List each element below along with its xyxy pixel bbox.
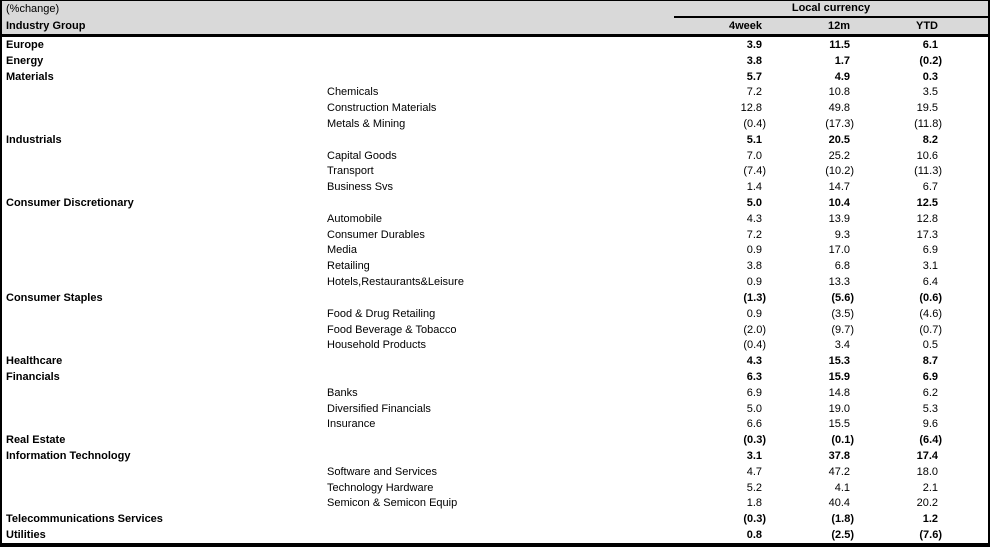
- value-cell-4week: 5.7: [746, 70, 762, 83]
- value-cell-ytd: 8.2: [922, 133, 938, 146]
- table-row: [2, 53, 988, 69]
- table-row: [2, 527, 988, 543]
- value-cell-12m: 4.1: [834, 481, 850, 494]
- value-cell-ytd: 8.7: [922, 355, 938, 368]
- value-cell-12m: 37.8: [828, 450, 850, 463]
- value-cell-ytd: 18.0: [916, 465, 938, 478]
- value-cell-12m: 17.0: [828, 244, 850, 257]
- table-row: [2, 132, 988, 148]
- value-cell-ytd: (0.6): [919, 291, 942, 304]
- value-cell-4week: 5.0: [746, 402, 762, 415]
- value-cell-ytd: 6.9: [922, 370, 938, 383]
- value-cell-4week: 3.1: [746, 450, 762, 463]
- value-cell-4week: 6.6: [746, 418, 762, 431]
- value-cell-12m: 4.9: [834, 70, 850, 83]
- value-cell-4week: 0.9: [746, 307, 762, 320]
- value-cell-ytd: (6.4): [919, 434, 942, 447]
- table-row: [2, 69, 988, 85]
- value-cell-ytd: (11.3): [914, 165, 942, 178]
- value-cell-ytd: 10.6: [916, 149, 938, 162]
- table-row: [2, 448, 988, 464]
- table-row: [2, 337, 988, 353]
- value-cell-4week: (0.3): [743, 434, 766, 447]
- value-cell-4week: 3.8: [746, 54, 762, 67]
- row-label: Insurance: [327, 418, 376, 431]
- table-row: [2, 480, 988, 496]
- table-row: [2, 148, 988, 164]
- value-cell-12m: 11.5: [829, 38, 850, 51]
- row-label: Information Technology: [6, 450, 131, 463]
- table-row: [2, 116, 988, 132]
- value-cell-12m: 9.3: [834, 228, 850, 241]
- value-cell-4week: 0.9: [746, 244, 762, 257]
- value-cell-12m: (9.7): [831, 323, 854, 336]
- value-cell-4week: 5.2: [746, 481, 762, 494]
- row-label: Consumer Staples: [6, 291, 103, 304]
- value-cell-4week: 3.9: [746, 38, 762, 51]
- table-row: [2, 227, 988, 243]
- row-label: Food Beverage & Tobacco: [327, 323, 457, 336]
- value-cell-ytd: 6.2: [922, 386, 938, 399]
- value-cell-4week: (1.3): [743, 291, 766, 304]
- column-header-ytd: YTD: [916, 19, 938, 32]
- value-cell-4week: 4.3: [746, 212, 762, 225]
- value-cell-ytd: 17.4: [916, 450, 938, 463]
- row-label: Business Svs: [327, 181, 394, 194]
- table-row: [2, 417, 988, 433]
- table-row: [2, 353, 988, 369]
- row-label: Telecommunications Services: [6, 513, 163, 526]
- row-label: Chemicals: [327, 86, 379, 99]
- value-cell-4week: 6.3: [746, 370, 762, 383]
- value-cell-ytd: 1.2: [922, 513, 938, 526]
- table-row: [2, 274, 988, 290]
- row-label: Energy: [6, 54, 44, 67]
- row-label: Utilities: [6, 529, 46, 542]
- value-cell-12m: 40.4: [828, 497, 850, 510]
- value-cell-ytd: 6.1: [922, 38, 938, 51]
- value-cell-ytd: (4.6): [919, 307, 942, 320]
- row-label: Semicon & Semicon Equip: [327, 497, 458, 510]
- value-cell-4week: 5.1: [746, 133, 762, 146]
- table-row: [2, 464, 988, 480]
- row-label: Metals & Mining: [327, 117, 406, 130]
- value-cell-ytd: 5.3: [922, 402, 938, 415]
- table-row: [2, 84, 988, 100]
- table-row: [2, 432, 988, 448]
- value-cell-12m: 1.7: [834, 54, 850, 67]
- value-cell-4week: 7.2: [746, 86, 762, 99]
- row-label: Food & Drug Retailing: [327, 307, 436, 320]
- value-cell-12m: 47.2: [828, 465, 850, 478]
- value-cell-4week: 3.8: [746, 260, 762, 273]
- value-cell-12m: 15.5: [828, 418, 850, 431]
- header-row-columns: [2, 18, 988, 35]
- row-label: Industrials: [6, 133, 62, 146]
- value-cell-12m: 13.3: [828, 276, 850, 289]
- value-cell-4week: 7.0: [746, 149, 762, 162]
- row-label: Materials: [6, 70, 54, 83]
- value-cell-ytd: (0.7): [919, 323, 942, 336]
- value-cell-4week: 7.2: [746, 228, 762, 241]
- row-label: Europe: [6, 38, 44, 51]
- value-cell-ytd: 20.2: [916, 497, 938, 510]
- value-cell-4week: 0.8: [746, 529, 762, 542]
- row-label: Media: [327, 244, 357, 257]
- table-body: [2, 37, 988, 543]
- value-cell-ytd: 19.5: [916, 102, 938, 115]
- value-cell-12m: 14.8: [828, 386, 850, 399]
- value-cell-12m: (2.5): [831, 529, 854, 542]
- currency-group-header: Local currency: [674, 1, 988, 18]
- row-label: Transport: [327, 165, 374, 178]
- row-label: Hotels,Restaurants&Leisure: [327, 276, 464, 289]
- row-label: Retailing: [327, 260, 370, 273]
- value-cell-12m: 20.5: [828, 133, 850, 146]
- value-cell-12m: 13.9: [828, 212, 850, 225]
- value-cell-4week: 4.3: [746, 355, 762, 368]
- value-cell-4week: 5.0: [746, 197, 762, 210]
- value-cell-ytd: 17.3: [916, 228, 938, 241]
- value-cell-4week: (7.4): [743, 165, 766, 178]
- value-cell-4week: (0.4): [743, 339, 766, 352]
- row-label: Banks: [327, 386, 358, 399]
- header-row-top: [2, 1, 988, 18]
- table-row: [2, 369, 988, 385]
- table-row: [2, 164, 988, 180]
- value-cell-12m: (1.8): [831, 513, 854, 526]
- value-cell-12m: 49.8: [828, 102, 850, 115]
- table-row: [2, 258, 988, 274]
- row-label: Construction Materials: [327, 102, 437, 115]
- value-cell-12m: (5.6): [831, 291, 854, 304]
- table-header: [2, 1, 988, 37]
- value-cell-12m: 10.4: [828, 197, 850, 210]
- value-cell-4week: 6.9: [746, 386, 762, 399]
- value-cell-ytd: (7.6): [919, 529, 942, 542]
- value-cell-12m: 15.3: [828, 355, 850, 368]
- row-label: Healthcare: [6, 355, 63, 368]
- row-label: Software and Services: [327, 465, 438, 478]
- value-cell-4week: 4.7: [746, 465, 762, 478]
- column-header-12m: 12m: [827, 19, 850, 32]
- row-label: Consumer Durables: [327, 228, 425, 241]
- table-row: [2, 211, 988, 227]
- value-cell-4week: 1.8: [746, 497, 762, 510]
- value-cell-4week: (0.3): [743, 513, 766, 526]
- value-cell-ytd: 2.1: [922, 481, 938, 494]
- value-cell-ytd: 6.4: [922, 276, 938, 289]
- value-cell-4week: (0.4): [743, 117, 766, 130]
- row-label: Automobile: [327, 212, 383, 225]
- table-row: [2, 496, 988, 512]
- row-label: Consumer Discretionary: [6, 197, 134, 210]
- value-cell-12m: 19.0: [828, 402, 850, 415]
- value-cell-12m: (17.3): [825, 117, 854, 130]
- percent-change-label: (%change): [6, 3, 60, 16]
- table-row: [2, 511, 988, 527]
- value-cell-12m: (0.1): [831, 434, 854, 447]
- row-label: Household Products: [327, 339, 427, 352]
- row-label: Capital Goods: [327, 149, 397, 162]
- row-label: Financials: [6, 370, 60, 383]
- value-cell-12m: (10.2): [825, 165, 854, 178]
- table-row: [2, 37, 988, 53]
- table-row: [2, 195, 988, 211]
- value-cell-12m: 3.4: [834, 339, 850, 352]
- value-cell-ytd: 0.5: [922, 339, 938, 352]
- column-header-4week: 4week: [728, 19, 762, 32]
- value-cell-ytd: 3.1: [922, 260, 938, 273]
- value-cell-ytd: 0.3: [922, 70, 938, 83]
- table-row: [2, 179, 988, 195]
- row-label: Real Estate: [6, 434, 66, 447]
- value-cell-12m: 6.8: [834, 260, 850, 273]
- table-row: [2, 243, 988, 259]
- row-label: Technology Hardware: [327, 481, 434, 494]
- value-cell-ytd: 12.8: [916, 212, 938, 225]
- value-cell-4week: 1.4: [746, 181, 762, 194]
- column-headers: [674, 20, 988, 32]
- industry-group-header: Industry Group: [6, 19, 86, 32]
- value-cell-12m: 10.8: [828, 86, 850, 99]
- table-row: [2, 306, 988, 322]
- value-cell-ytd: 12.5: [916, 197, 938, 210]
- value-cell-12m: (3.5): [831, 307, 854, 320]
- value-cell-4week: (2.0): [743, 323, 766, 336]
- value-cell-ytd: 9.6: [922, 418, 938, 431]
- table-row: [2, 385, 988, 401]
- value-cell-12m: 14.7: [828, 181, 850, 194]
- value-cell-12m: 15.9: [828, 370, 850, 383]
- table-row: [2, 100, 988, 116]
- value-cell-12m: 25.2: [828, 149, 850, 162]
- value-cell-4week: 12.8: [740, 102, 762, 115]
- value-cell-ytd: 6.7: [922, 181, 938, 194]
- value-cell-4week: 0.9: [746, 276, 762, 289]
- table-row: [2, 290, 988, 306]
- value-cell-ytd: (0.2): [919, 54, 942, 67]
- value-cell-ytd: 3.5: [922, 86, 938, 99]
- value-cell-ytd: 6.9: [922, 244, 938, 257]
- value-cell-ytd: (11.8): [914, 117, 942, 130]
- row-label: Diversified Financials: [327, 402, 431, 415]
- table-row: [2, 322, 988, 338]
- table-row: [2, 401, 988, 417]
